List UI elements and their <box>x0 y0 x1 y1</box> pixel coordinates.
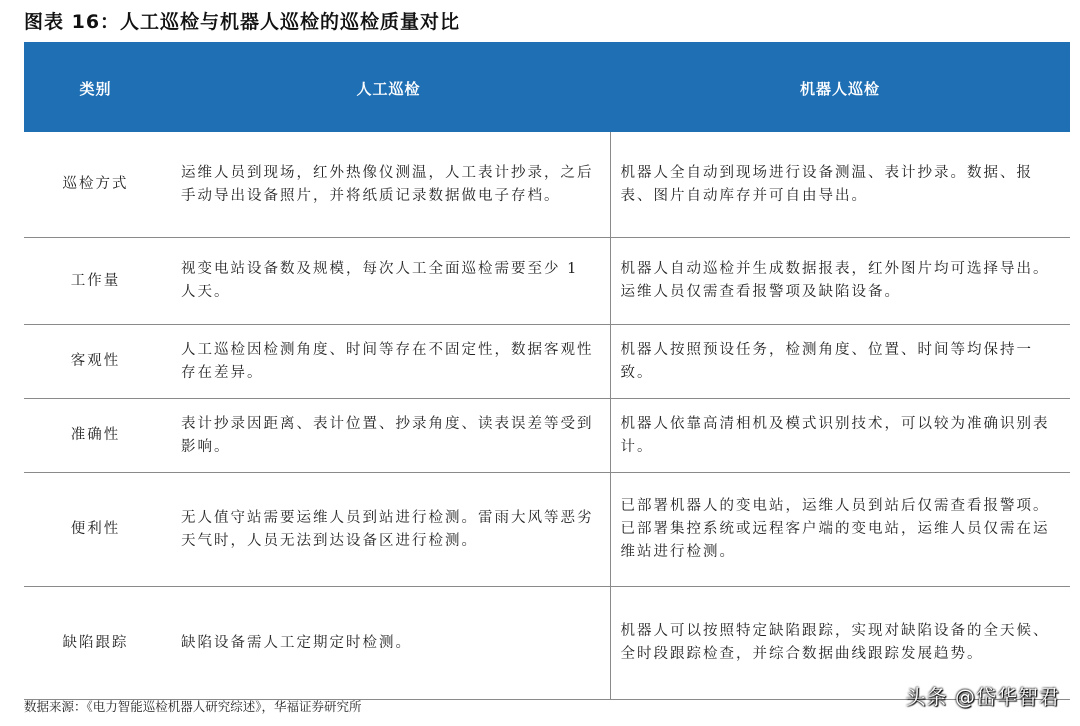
row-manual-text: 人工巡检因检测角度、时间等存在不固定性，数据客观性存在差异。 <box>167 325 610 399</box>
row-manual-text: 缺陷设备需人工定期定时检测。 <box>167 587 610 700</box>
row-category: 缺陷跟踪 <box>24 587 167 700</box>
figure-title: 图表 16：人工巡检与机器人巡检的巡检质量对比 <box>24 11 461 33</box>
row-manual-text: 视变电站设备数及规模，每次人工全面巡检需要至少 1 人天。 <box>167 238 610 325</box>
table-row <box>24 238 1070 325</box>
header-category: 类别 <box>24 45 167 132</box>
row-robot-text: 机器人按照预设任务，检测角度、位置、时间等均保持一致。 <box>610 325 1070 399</box>
row-category: 客观性 <box>24 325 167 399</box>
table-row <box>24 399 1070 473</box>
row-robot-text: 已部署机器人的变电站，运维人员到站后仅需查看报警项。已部署集控系统或远程客户端的变电站，运维人员仅需在运维站进行检测。 <box>610 473 1070 587</box>
source-note: 数据来源：《电力智能巡检机器人研究综述》，华福证券研究所 <box>24 699 362 714</box>
row-category: 工作量 <box>24 238 167 325</box>
header-manual: 人工巡检 <box>167 45 610 132</box>
watermark: 头条 @岱华智君 <box>905 685 1060 709</box>
header-robot: 机器人巡检 <box>610 45 1070 132</box>
table-header-row <box>24 45 1070 132</box>
row-category: 巡检方式 <box>24 132 167 238</box>
table-row <box>24 325 1070 399</box>
row-robot-text: 机器人自动巡检并生成数据报表，红外图片均可选择导出。运维人员仅需查看报警项及缺陷设备。 <box>610 238 1070 325</box>
row-robot-text: 机器人依靠高清相机及模式识别技术，可以较为准确识别表计。 <box>610 399 1070 473</box>
row-manual-text: 运维人员到现场，红外热像仪测温，人工表计抄录，之后手动导出设备照片，并将纸质记录数据做电子存档。 <box>167 132 610 238</box>
table-row <box>24 132 1070 238</box>
comparison-table <box>24 45 1070 700</box>
row-category: 准确性 <box>24 399 167 473</box>
row-robot-text: 机器人可以按照特定缺陷跟踪，实现对缺陷设备的全天候、全时段跟踪检查，并综合数据曲线跟踪发展趋势。 <box>610 587 1070 700</box>
row-robot-text: 机器人全自动到现场进行设备测温、表计抄录。数据、报表、图片自动库存并可自由导出。 <box>610 132 1070 238</box>
row-category: 便利性 <box>24 473 167 587</box>
row-manual-text: 无人值守站需要运维人员到站进行检测。雷雨大风等恶劣天气时，人员无法到达设备区进行检测。 <box>167 473 610 587</box>
row-manual-text: 表计抄录因距离、表计位置、抄录角度、读表误差等受到影响。 <box>167 399 610 473</box>
table-row <box>24 473 1070 587</box>
